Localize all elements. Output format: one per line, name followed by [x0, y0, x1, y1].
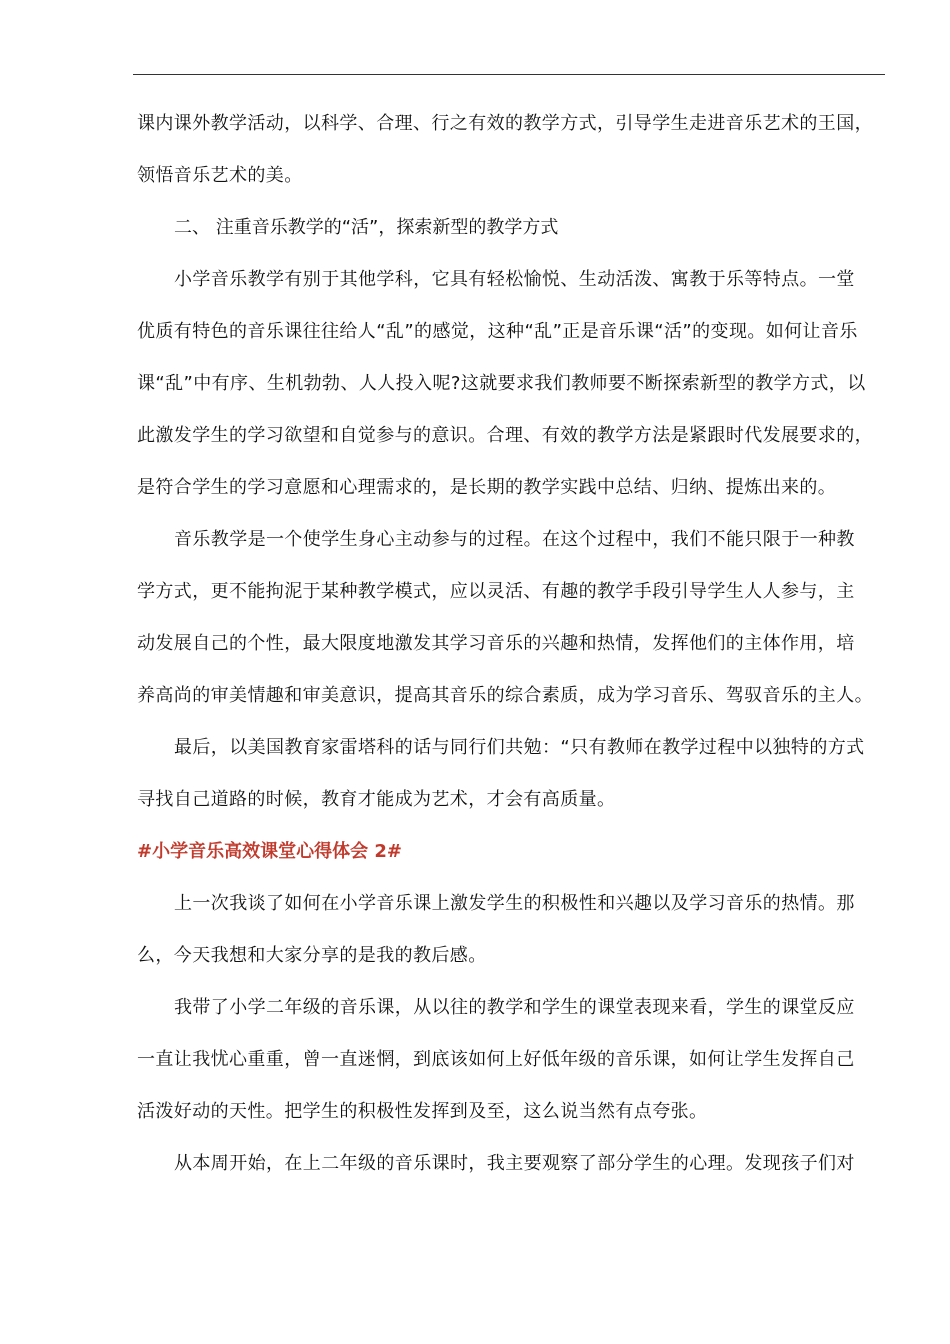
header-rule — [133, 74, 885, 75]
text-line: 最后，以美国教育家雷塔科的话与同行们共勉：“只有教师在教学过程中以独特的方式 — [174, 737, 865, 758]
text-line: 是符合学生的学习意愿和心理需求的，是长期的教学实践中总结、归纳、提炼出来的。 — [137, 477, 837, 498]
text-line: 从本周开始，在上二年级的音乐课时，我主要观察了部分学生的心理。发现孩子们对 — [174, 1153, 855, 1174]
subheading: 二、 注重音乐教学的“活”，探索新型的教学方式 — [174, 217, 559, 238]
text-line: 优质有特色的音乐课往往给人“乱”的感觉，这种“乱”正是音乐课“活”的变现。如何让音乐 — [137, 321, 858, 342]
text-line: 寻找自己道路的时候，教育才能成为艺术，才会有高质量。 — [137, 789, 616, 810]
text-line: 课“乱”中有序、生机勃勃、人人投入呢?这就要求我们教师要不断探索新型的教学方式，以 — [137, 373, 866, 394]
text-line: 么，今天我想和大家分享的是我的教后感。 — [137, 945, 487, 966]
paragraph — [137, 514, 885, 722]
text-line: 学方式，更不能拘泥于某种教学模式，应以灵活、有趣的教学手段引导学生人人参与，主 — [137, 581, 855, 602]
paragraph — [137, 878, 885, 982]
text-line: 一直让我忧心重重，曾一直迷惘，到底该如何上好低年级的音乐课，如何让学生发挥自己 — [137, 1049, 855, 1070]
text-line: 动发展自己的个性，最大限度地激发其学习音乐的兴趣和热情，发挥他们的主体作用，培 — [137, 633, 855, 654]
paragraph-continued — [137, 98, 885, 202]
section-title: #小学音乐高效课堂心得体会 2# — [137, 841, 402, 862]
text-line: 养高尚的审美情趣和审美意识，提高其音乐的综合素质，成为学习音乐、驾驭音乐的主人。 — [137, 685, 873, 706]
text-line: 音乐教学是一个使学生身心主动参与的过程。在这个过程中，我们不能只限于一种教 — [174, 529, 855, 550]
text-line: 课内课外教学活动，以科学、合理、行之有效的教学方式，引导学生走进音乐艺术的王国， — [137, 113, 873, 134]
paragraph — [137, 982, 885, 1138]
text-line: 我带了小学二年级的音乐课，从以往的教学和学生的课堂表现来看，学生的课堂反应 — [174, 997, 855, 1018]
paragraph — [137, 254, 885, 514]
text-line: 此激发学生的学习欲望和自觉参与的意识。合理、有效的教学方法是紧跟时代发展要求的， — [137, 425, 873, 446]
paragraph — [137, 722, 885, 826]
text-line: 上一次我谈了如何在小学音乐课上激发学生的积极性和兴趣以及学习音乐的热情。那 — [174, 893, 855, 914]
document-body — [137, 98, 885, 1190]
text-line: 领悟音乐艺术的美。 — [137, 165, 303, 186]
text-line: 活泼好动的天性。把学生的积极性发挥到及至，这么说当然有点夸张。 — [137, 1101, 708, 1122]
text-line: 小学音乐教学有别于其他学科，它具有轻松愉悦、生动活泼、寓教于乐等特点。一堂 — [174, 269, 855, 290]
paragraph — [137, 1138, 885, 1190]
